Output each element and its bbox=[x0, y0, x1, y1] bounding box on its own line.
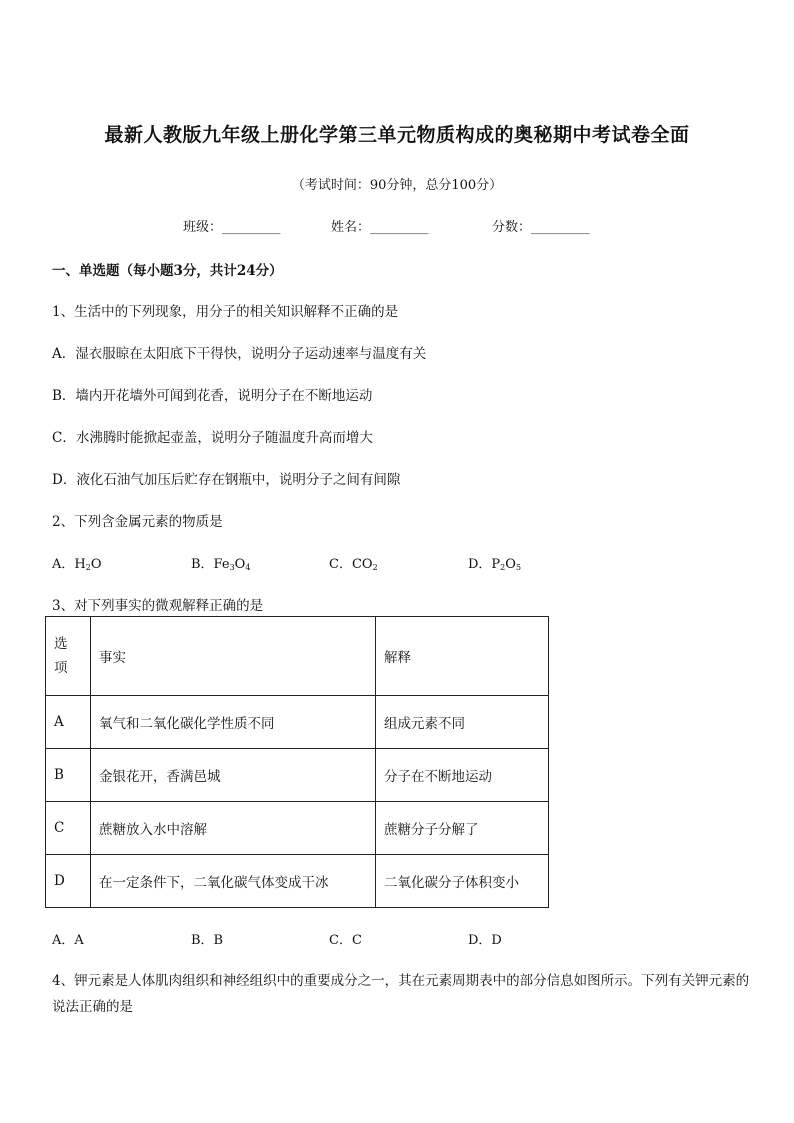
score-field[interactable]: 分数：_________ bbox=[492, 220, 590, 235]
row-explain: 二氧化碳分子体积变小 bbox=[376, 855, 549, 908]
table-header-row bbox=[46, 617, 549, 696]
row-option: A bbox=[46, 696, 91, 749]
row-option: C bbox=[46, 802, 91, 855]
class-field[interactable]: 班级：_________ bbox=[183, 220, 281, 235]
question-2-option-a[interactable]: A．$H_2O$ bbox=[52, 557, 102, 572]
row-explain: 分子在不断地运动 bbox=[376, 749, 549, 802]
row-fact: 蔗糖放入水中溶解 bbox=[91, 802, 376, 855]
question-2-option-d[interactable]: D．$P_2O_5$ bbox=[468, 557, 522, 572]
table-row bbox=[46, 696, 549, 749]
question-1-option-b[interactable]: B．墙内开花墙外可闻到花香，说明分子在不断地运动 bbox=[52, 388, 373, 404]
header-option: 选 项 bbox=[46, 617, 91, 696]
table-row bbox=[46, 802, 549, 855]
question-3-option-c[interactable]: C．C bbox=[329, 933, 362, 948]
section-heading-single-choice: 一、单选题（每小题3分，共计24分） bbox=[52, 263, 283, 279]
question-3-table bbox=[45, 616, 549, 908]
question-2-option-b[interactable]: B．$Fe_3O_4$ bbox=[191, 557, 251, 572]
question-1-option-d[interactable]: D．液化石油气加压后贮存在钢瓶中，说明分子之间有间隙 bbox=[52, 472, 401, 488]
name-field[interactable]: 姓名：_________ bbox=[331, 220, 429, 235]
question-3-option-a[interactable]: A．A bbox=[52, 933, 84, 948]
question-1-option-a[interactable]: A．湿衣服晾在太阳底下干得快，说明分子运动速率与温度有关 bbox=[52, 346, 427, 362]
question-2-stem: 2、下列含金属元素的物质是 bbox=[52, 514, 223, 530]
row-option: D bbox=[46, 855, 91, 908]
row-fact: 氧气和二氧化碳化学性质不同 bbox=[91, 696, 376, 749]
row-option: B bbox=[46, 749, 91, 802]
row-explain: 蔗糖分子分解了 bbox=[376, 802, 549, 855]
question-3-option-b[interactable]: B．B bbox=[191, 933, 224, 948]
question-1-stem: 1、生活中的下列现象，用分子的相关知识解释不正确的是 bbox=[52, 304, 399, 320]
exam-title: 最新人教版九年级上册化学第三单元物质构成的奥秘期中考试卷全面 bbox=[104, 124, 690, 146]
question-3-option-d[interactable]: D．D bbox=[468, 933, 502, 948]
table-row bbox=[46, 749, 549, 802]
row-fact: 金银花开，香满邑城 bbox=[91, 749, 376, 802]
header-explain: 解释 bbox=[376, 617, 549, 696]
row-fact: 在一定条件下，二氧化碳气体变成干冰 bbox=[91, 855, 376, 908]
header-fact: 事实 bbox=[91, 617, 376, 696]
question-2-option-c[interactable]: C．$CO_2$ bbox=[329, 557, 378, 572]
exam-subtitle: （考试时间：90分钟，总分100分） bbox=[291, 178, 503, 193]
row-explain: 组成元素不同 bbox=[376, 696, 549, 749]
question-1-option-c[interactable]: C．水沸腾时能掀起壶盖，说明分子随温度升高而增大 bbox=[52, 430, 373, 446]
question-4-stem: 4、钾元素是人体肌肉组织和神经组织中的重要成分之一，其在元素周期表中的部分信息如图所示。下列有关钾元素的说法正确的是 bbox=[52, 973, 750, 1015]
question-3-stem: 3、对下列事实的微观解释正确的是 bbox=[52, 598, 264, 614]
table-row bbox=[46, 855, 549, 908]
